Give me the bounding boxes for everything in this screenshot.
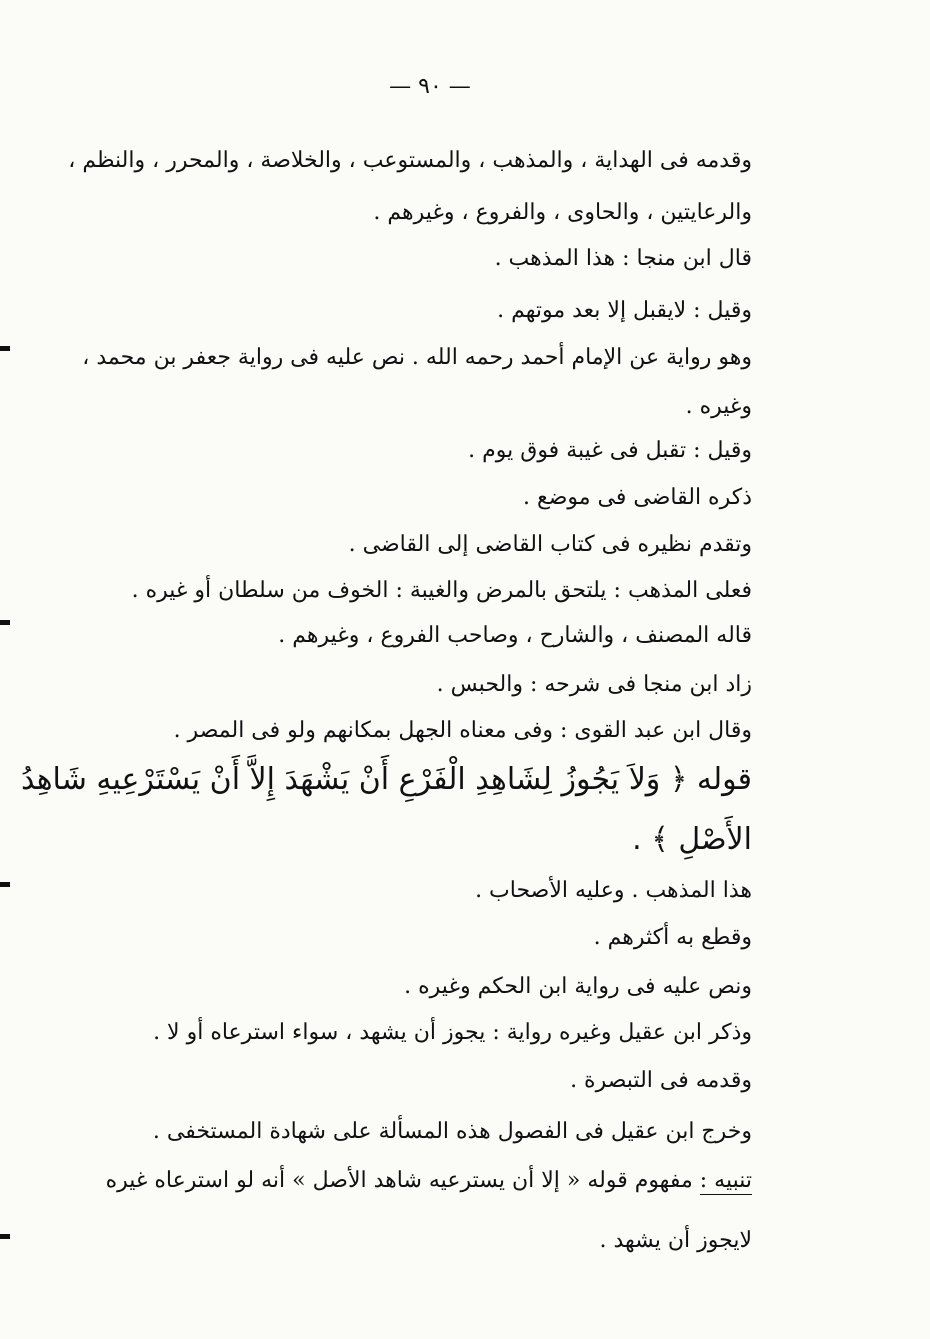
margin-mark xyxy=(0,620,10,625)
text-line-13: وقال ابن عبد القوى : وفى معناه الجهل بمكانهم ولو فى المصر . xyxy=(173,718,752,743)
text-line-8: ذكره القاضى فى موضع . xyxy=(523,485,752,510)
text-line-19: وذكر ابن عقيل وغيره رواية : يجوز أن يشهد ، سواء استرعاه أو لا . xyxy=(153,1020,752,1045)
text-line-6: وغيره . xyxy=(685,394,752,419)
text-line-17: وقطع به أكثرهم . xyxy=(593,925,752,950)
text-line-9: وتقدم نظيره فى كتاب القاضى إلى القاضى . xyxy=(348,532,752,557)
text-line-18: ونص عليه فى رواية ابن الحكم وغيره . xyxy=(404,974,752,999)
text-line-12: زاد ابن منجا فى شرحه : والحبس . xyxy=(436,672,752,697)
page-number: — ٩٠ — xyxy=(389,74,471,99)
text-line-21: وخرج ابن عقيل فى الفصول هذه المسألة على شهادة المستخفى . xyxy=(152,1119,752,1144)
text-line-3: قال ابن منجا : هذا المذهب . xyxy=(494,246,752,271)
text-line-4: وقيل : لايقبل إلا بعد موتهم . xyxy=(497,298,752,323)
tanbih-line xyxy=(105,1166,752,1196)
verse-line-2: الأَصْلِ ﴾ . xyxy=(632,822,752,857)
tanbih-text: مفهوم قوله « إلا أن يسترعيه شاهد الأصل » أنه لو استرعاه غيره xyxy=(105,1168,693,1193)
margin-mark xyxy=(0,1234,10,1239)
tanbih-label: تنبيه : xyxy=(699,1168,752,1193)
verse-line-1: قوله ﴿ وَلاَ يَجُوزُ لِشَاهِدِ الْفَرْعِ أَنْ يَشْهَدَ إِلاَّ أَنْ يَسْتَرْعِيهِ شَاهِدُ xyxy=(20,762,752,797)
text-line-11: قاله المصنف ، والشارح ، وصاحب الفروع ، وغيرهم . xyxy=(278,623,752,648)
text-line-16: هذا المذهب . وعليه الأصحاب . xyxy=(475,878,752,903)
margin-mark xyxy=(0,882,10,887)
margin-mark xyxy=(0,346,10,351)
text-line-7: وقيل : تقبل فى غيبة فوق يوم . xyxy=(468,438,752,463)
text-line-20: وقدمه فى التبصرة . xyxy=(570,1068,752,1093)
text-line-23: لايجوز أن يشهد . xyxy=(599,1228,752,1253)
text-line-5: وهو رواية عن الإمام أحمد رحمه الله . نص عليه فى رواية جعفر بن محمد ، xyxy=(82,345,752,370)
text-line-10: فعلى المذهب : يلتحق بالمرض والغيبة : الخوف من سلطان أو غيره . xyxy=(131,578,752,603)
text-line-1: وقدمه فى الهداية ، والمذهب ، والمستوعب ، والخلاصة ، والمحرر ، والنظم ، xyxy=(68,148,752,173)
text-line-2: والرعايتين ، والحاوى ، والفروع ، وغيرهم . xyxy=(373,200,752,225)
